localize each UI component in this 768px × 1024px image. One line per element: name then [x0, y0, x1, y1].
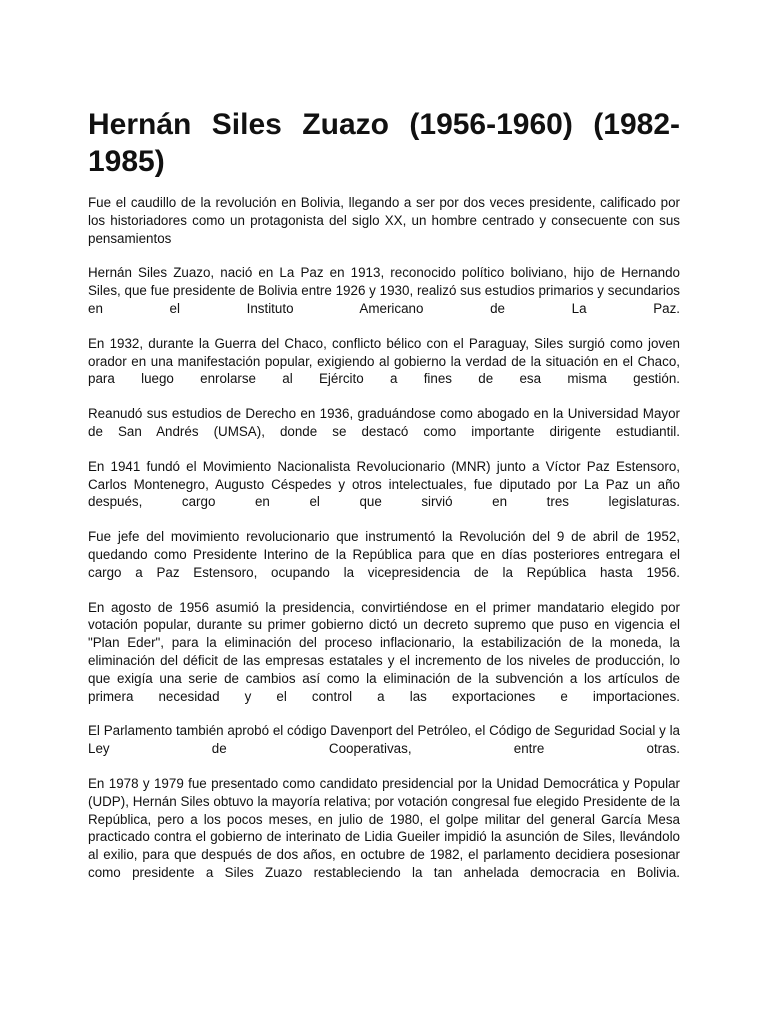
paragraph-chaco-war: En 1932, durante la Guerra del Chaco, conflicto bélico con el Paraguay, Siles surgió como joven orador en una manifestación popular, exigiendo al gobierno la verdad de la situación en el Chaco, para luego enrolarse al Ejército a fines de esa misma gestión.	[88, 335, 680, 387]
document-title: Hernán Siles Zuazo (1956-1960) (1982-1985)	[88, 108, 680, 178]
paragraph-intro: Fue el caudillo de la revolución en Bolivia, llegando a ser por dos veces presidente, calificado por los historiadores como un protagonista del siglo XX, un hombre centrado y consecuente con sus pensamientos	[88, 195, 680, 246]
document-page	[88, 106, 680, 899]
paragraph-birth: Hernán Siles Zuazo, nació en La Paz en 1913, reconocido político boliviano, hijo de Hernando Siles, que fue presidente de Bolivia entre 1926 y 1930, realizó sus estudios primarios y secundarios en el Instituto Americano de La Paz.	[88, 265, 680, 316]
paragraph-udp-1978: En 1978 y 1979 fue presentado como candidato presidencial por la Unidad Democrática y Popular (UDP), Hernán Siles obtuvo la mayoría relativa; por votación congresal fue elegido Presidente de la República, pero a los pocos meses, en julio de 1980, el golpe militar del general García Mesa practicado contra el gobierno de interinato de Lidia Gueiler impidió la asunción de Siles, llevándolo al exilio, para que después de dos años, en octubre de 1982, el parlamento decidiera posesionar como presidente a Siles Zuazo restableciendo la tan anhelada democracia en Bolivia.	[88, 775, 680, 880]
paragraph-mnr-founding: En 1941 fundó el Movimiento Nacionalista Revolucionario (MNR) junto a Víctor Paz Estensoro, Carlos Montenegro, Augusto Céspedes y otros intelectuales, fue diputado por La Paz un año después, cargo en el que sirvió en tres legislaturas.	[88, 458, 680, 510]
paragraph-law-studies: Reanudó sus estudios de Derecho en 1936, graduándose como abogado en la Universidad Mayor de San Andrés (UMSA), donde se destacó como importante dirigente estudiantil.	[88, 406, 680, 439]
paragraph-parliament-codes: El Parlamento también aprobó el código Davenport del Petróleo, el Código de Seguridad Social y la Ley de Cooperativas, entre otras.	[88, 723, 680, 757]
paragraph-presidency-1956: En agosto de 1956 asumió la presidencia, convirtiéndose en el primer mandatario elegido por votación popular, durante su primer gobierno dictó un decreto supremo que puso en vigencia el "Plan Eder", para la eliminación del proceso inflacionario, la estabilización de la moneda, la eliminación del déficit de las empresas estatales y el incremento de los niveles de producción, lo que exigía una serie de cambios así como la eliminación de la subvención a los artículos de primera necesidad y el control a las exportaciones e importaciones.	[88, 599, 680, 704]
paragraph-revolution-1952: Fue jefe del movimiento revolucionario que instrumentó la Revolución del 9 de abril de 1952, quedando como Presidente Interino de la República para que en días posteriores entregara el cargo a Paz Estensoro, ocupando la vicepresidencia de la República hasta 1956.	[88, 529, 680, 580]
